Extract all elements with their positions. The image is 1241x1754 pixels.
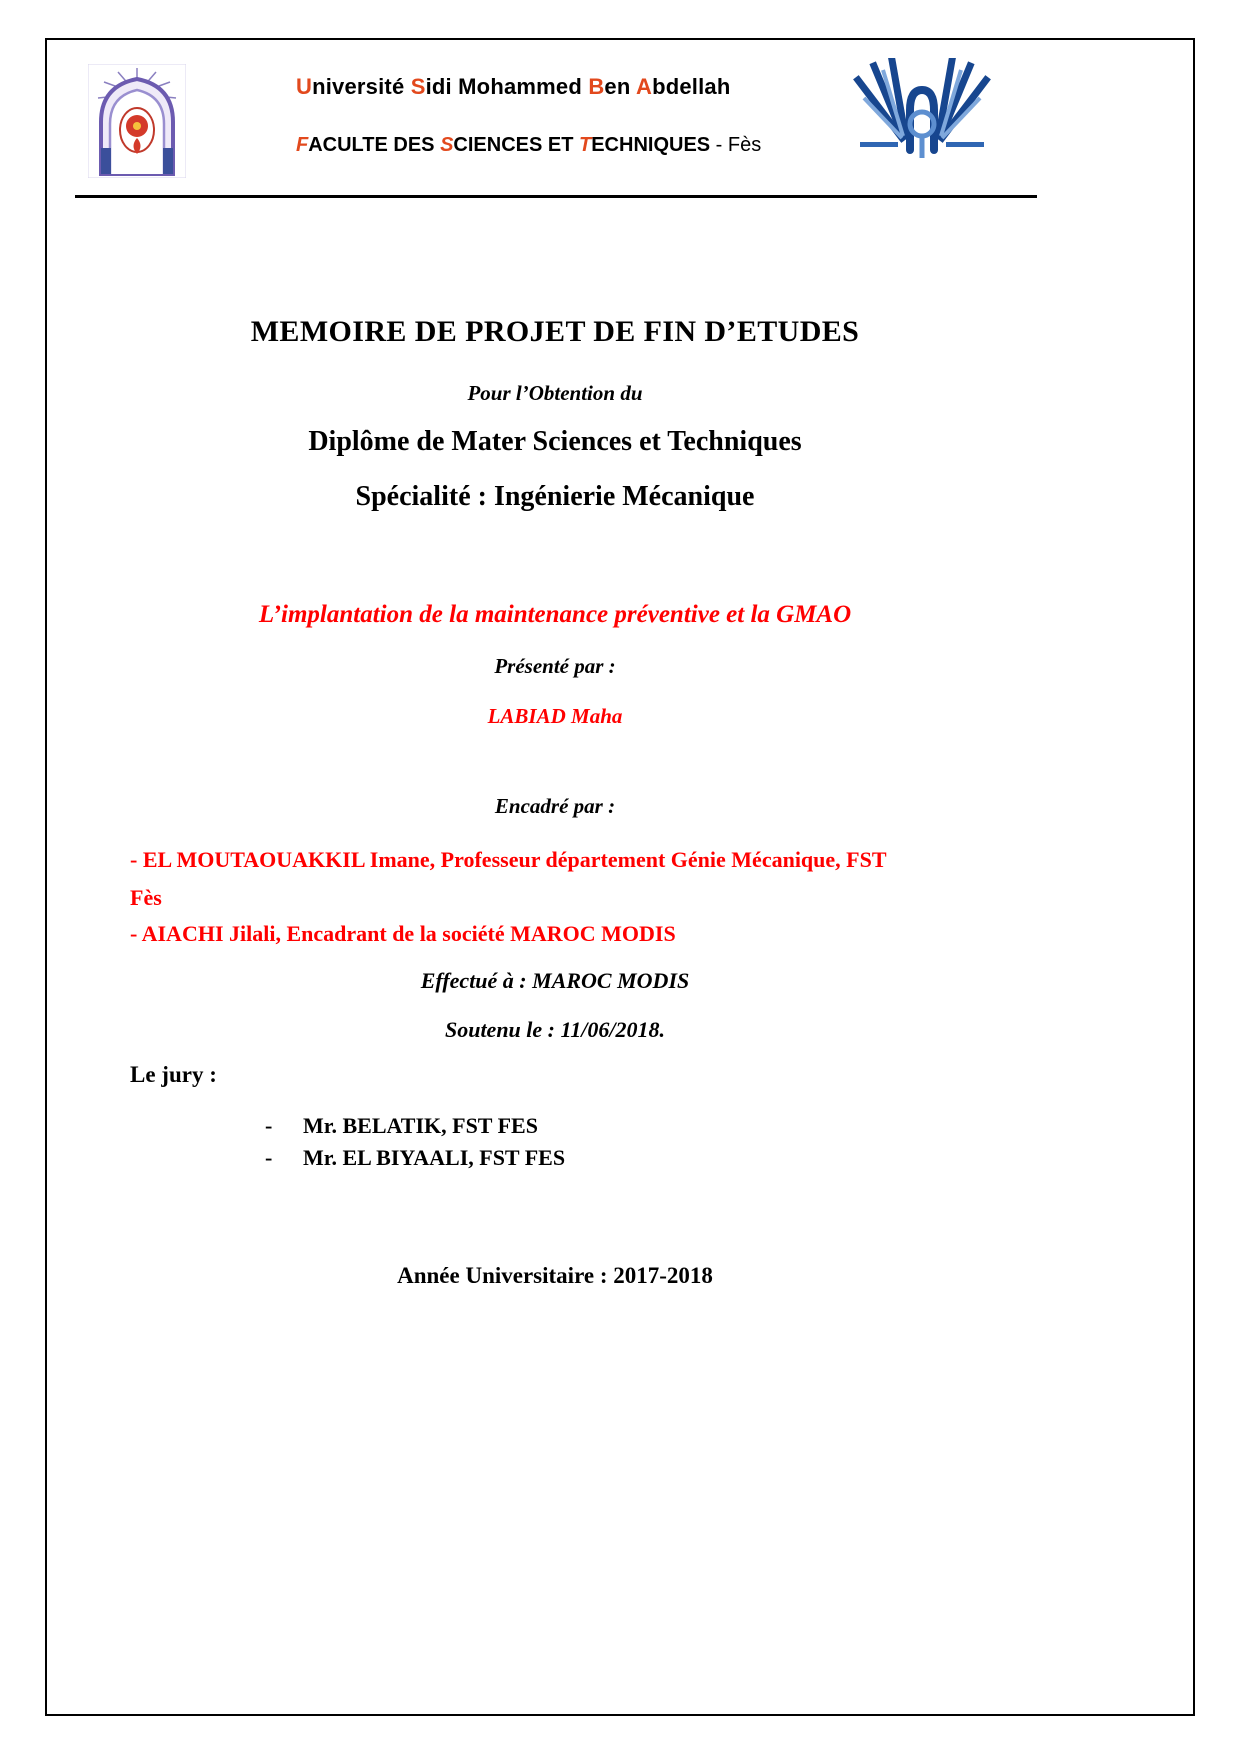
obtention-subtitle: Pour l’Obtention du [467,381,643,405]
university-name: Université Sidi Mohammed Ben Abdellah [296,74,731,99]
memoire-title: MEMOIRE DE PROJET DE FIN D’ETUDES [250,315,860,348]
jury-label: Le jury : [130,1062,217,1087]
author-name: LABIAD Maha [487,704,623,728]
supervisor-1: - EL MOUTAOUAKKIL Imane, Professeur département Génie Mécanique, FST Fès [130,847,887,910]
speciality-title: Spécialité : Ingénierie Mécanique [355,481,755,512]
jury-member [265,1110,865,1142]
supervised-by-label: Encadré par : [494,794,616,818]
jury-bullet: - [265,1113,273,1138]
university-emblem-logo [88,64,186,178]
jury-member [265,1142,865,1174]
academic-year: Année Universitaire : 2017-2018 [397,1263,713,1288]
project-subject: L’implantation de la maintenance préventive et la GMAO [258,601,852,628]
university-emblem-icon [88,64,186,178]
header-divider [75,195,1037,198]
supervisor-2: - AIACHI Jilali, Encadrant de la société MAROC MODIS [130,921,676,946]
defense-date-line: Soutenu le : 11/06/2018. [444,1017,666,1042]
presented-by-label: Présenté par : [494,654,616,678]
university-name-initial: U [296,74,313,99]
diploma-title: Diplôme de Mater Sciences et Techniques [308,426,802,457]
header-text-block [296,74,856,157]
fst-fes-logo [850,58,994,164]
jury-list [265,1110,865,1174]
location-line: Effectué à : MAROC MODIS [420,968,690,993]
fst-fes-icon [850,58,994,164]
faculty-name-initial: F [296,134,309,156]
faculty-name: FACULTE DES SCIENCES ET TECHNIQUES - Fès [296,134,762,156]
jury-bullet: - [265,1145,273,1170]
jury-member-name: Mr. EL BIYAALI, FST FES [303,1145,566,1170]
jury-member-name: Mr. BELATIK, FST FES [303,1113,538,1138]
